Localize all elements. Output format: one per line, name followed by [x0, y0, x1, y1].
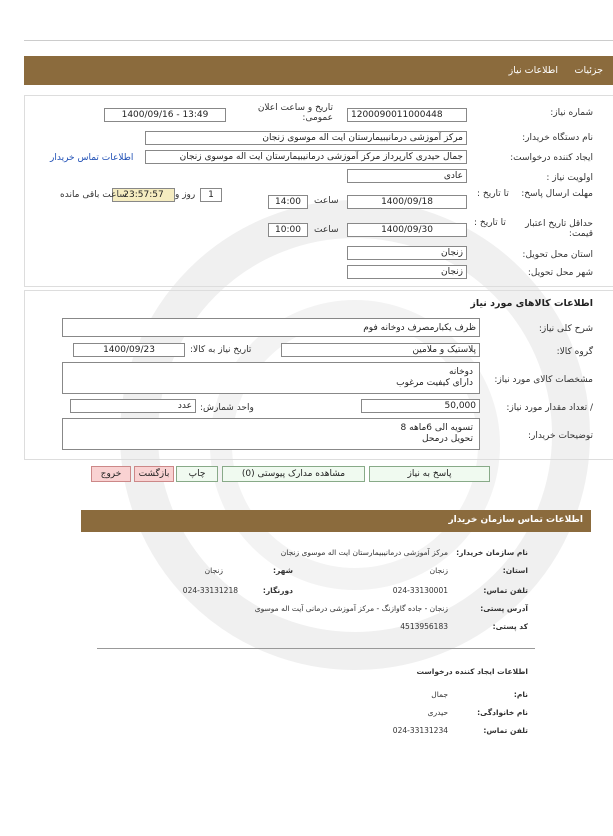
tab-need-info[interactable]: اطلاعات نیاز: [508, 65, 558, 76]
validity-date-field: 1400/09/30: [347, 223, 467, 237]
contact-phone-label: تلفن تماس:: [483, 586, 528, 595]
validity-time-field: 10:00: [268, 223, 308, 237]
contact-city-label: شهر:: [273, 566, 293, 575]
notes-line-1: تسویه الی 6ماهه 8: [400, 423, 473, 433]
days-remaining-field: 1: [200, 188, 222, 202]
creator-info-title: اطلاعات ایجاد کننده درخواست: [416, 667, 528, 676]
creator-first-name-value: جمال: [431, 690, 448, 699]
contact-header: [81, 510, 591, 532]
creator-field: جمال حیدری کارپرداز مرکز آموزشی درمانیبیمارستان ایت اله موسوی زنجان: [145, 150, 467, 164]
contact-org-value: مرکز آموزشی درمانیبیمارستان ایت اله موسوی زنجان: [280, 548, 448, 557]
goods-desc-field: ظرف یکبارمصرف دوخانه فوم: [62, 318, 480, 337]
need-date-label: تاریخ نیاز به کالا:: [190, 345, 252, 355]
spec-line-2: دارای کیفیت مرغوب: [396, 378, 473, 388]
attachments-button[interactable]: مشاهده مدارک پیوستی (0): [222, 466, 365, 482]
remaining-time-field: 23:57:57: [112, 188, 175, 202]
goods-section-title: اطلاعات کالاهای مورد نیاز: [470, 298, 593, 309]
need-number-field: 1200090011000448: [347, 108, 467, 122]
city-field: زنجان: [347, 265, 467, 279]
need-number-label: شماره نیاز:: [550, 108, 593, 118]
page-header: [24, 56, 613, 85]
tab-details[interactable]: جزئیات: [574, 65, 603, 76]
goods-group-label: گروه کالا:: [556, 347, 593, 357]
contact-divider: [97, 648, 535, 649]
creator-last-name-label: نام خانوادگی:: [477, 708, 528, 717]
province-label: استان محل تحویل:: [522, 250, 593, 260]
days-label: روز و: [175, 190, 196, 200]
notes-line-2: تحویل درمحل: [422, 434, 473, 444]
announce-label: تاریخ و ساعت اعلان عمومی:: [257, 103, 333, 123]
goods-group-field: پلاستیک و ملامین: [281, 343, 480, 357]
creator-phone-value: 024-33131234: [392, 726, 448, 735]
print-button[interactable]: چاپ: [176, 466, 218, 482]
buyer-org-label: نام دستگاه خریدار:: [522, 133, 593, 143]
deadline-date-field: 1400/09/18: [347, 195, 467, 209]
priority-field: عادی: [347, 169, 467, 183]
deadline-to-date-label: تا تاریخ :: [477, 189, 509, 199]
top-divider: [24, 40, 613, 41]
need-date-field: 1400/09/23: [73, 343, 185, 357]
creator-phone-label: تلفن تماس:: [483, 726, 528, 735]
exit-button[interactable]: خروج: [91, 466, 131, 482]
contact-province-value: زنجان: [429, 566, 448, 575]
creator-label: ایجاد کننده درخواست:: [510, 153, 593, 163]
contact-fax-value: 024-33131218: [182, 586, 238, 595]
qty-label: / تعداد مقدار مورد نیاز:: [506, 403, 593, 413]
validity-time-label: ساعت: [314, 225, 339, 235]
buyer-notes-label: توضیحات خریدار:: [527, 431, 593, 441]
qty-field: 50,000: [361, 399, 480, 413]
unit-field: عدد: [70, 399, 196, 413]
announce-field: 1400/09/16 - 13:49: [104, 108, 226, 122]
deadline-label: مهلت ارسال پاسخ:: [521, 189, 593, 199]
buyer-org-field: مرکز آموزشی درمانیبیمارستان ایت اله موسوی زنجان: [145, 131, 467, 145]
spec-field: [62, 362, 480, 394]
contact-postal-label: کد پستی:: [492, 622, 528, 631]
contact-org-label: نام سازمان خریدار:: [456, 548, 528, 557]
creator-first-name-label: نام:: [513, 690, 528, 699]
contact-title: اطلاعات تماس سازمان خریدار: [448, 515, 583, 525]
priority-label: اولویت نیاز :: [546, 173, 593, 183]
goods-desc-label: شرح کلی نیاز:: [538, 324, 593, 334]
creator-last-name-value: حیدری: [427, 708, 448, 717]
validity-to-date-label: تا تاریخ :: [474, 218, 506, 228]
province-field: زنجان: [347, 246, 467, 260]
spec-label: مشخصات کالای مورد نیاز:: [494, 375, 593, 385]
contact-city-value: زنجان: [204, 566, 223, 575]
reply-button[interactable]: پاسخ به نیاز: [369, 466, 490, 482]
contact-fax-label: دورنگار:: [262, 586, 293, 595]
validity-label: حداقل تاریخ اعتبار قیمت:: [525, 219, 593, 239]
buyer-contact-link[interactable]: اطلاعات تماس خریدار: [50, 153, 134, 163]
deadline-time-field: 14:00: [268, 195, 308, 209]
contact-address-value: زنجان - جاده گاوازنگ - مرکز آموزشی درمانی آیت اله موسوی: [254, 604, 448, 613]
unit-label: واحد شمارش:: [200, 403, 254, 413]
spec-line-1: دوخانه: [449, 367, 473, 377]
buyer-notes-field: [62, 418, 480, 450]
deadline-time-label: ساعت: [314, 196, 339, 206]
contact-phone-value: 024-33130001: [392, 586, 448, 595]
contact-postal-value: 4513956183: [400, 622, 448, 631]
city-label: شهر محل تحویل:: [527, 268, 593, 278]
contact-province-label: استان:: [502, 566, 528, 575]
remaining-label: ساعت باقی مانده: [60, 190, 127, 200]
back-button[interactable]: بازگشت: [134, 466, 174, 482]
contact-address-label: آدرس پستی:: [480, 604, 528, 613]
